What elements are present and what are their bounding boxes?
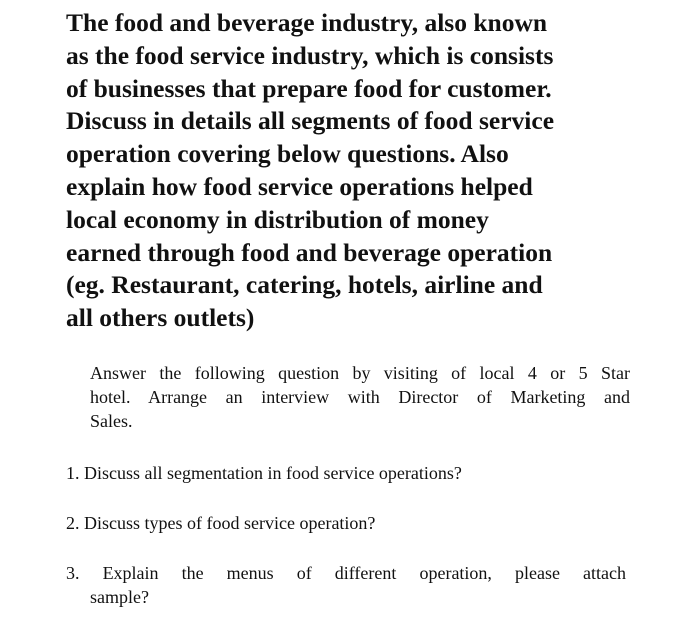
instructions-line: Answer the following question by visiting of local 4 or 5 Star [90,363,630,383]
heading-line: of businesses that prepare food for customer. [66,73,552,103]
question-item [66,561,626,609]
question-line [66,511,626,535]
instructions-line: Sales. [90,411,133,431]
heading-line: operation covering below questions. Also [66,139,509,169]
heading-line: Discuss in details all segments of food service [66,106,555,136]
question-number: 2. [66,513,80,533]
assignment-heading [66,7,626,335]
question-text: Discuss types of food service operation? [84,513,376,533]
question-line [66,461,626,485]
instructions-line: hotel. Arrange an interview with Director of Marketing and [90,387,630,407]
heading-line: The food and beverage industry, also known [66,8,548,37]
question-text: Discuss all segmentation in food service operations? [84,463,462,483]
question-number: 3. [66,563,80,583]
question-line [66,561,626,585]
heading-line: (eg. Restaurant, catering, hotels, airline and [66,270,543,300]
instructions-paragraph [90,361,630,433]
question-number: 1. [66,463,80,483]
question-item [66,461,626,485]
question-text: Explain the menus of different operation, please attach [102,563,626,583]
heading-line: earned through food and beverage operation [66,237,553,267]
question-text-continued: sample? [90,587,149,607]
heading-line: as the food service industry, which is consists [66,40,554,70]
heading-line: local economy in distribution of money [66,204,489,234]
question-item [66,511,626,535]
heading-line: explain how food service operations helped [66,171,533,201]
heading-line: all others outlets) [66,303,255,333]
